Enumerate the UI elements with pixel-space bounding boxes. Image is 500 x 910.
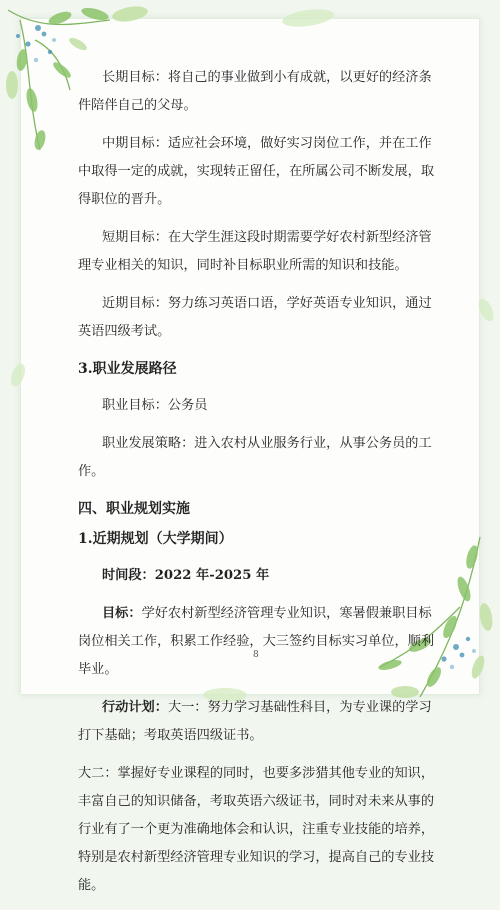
leaf-decoration-right-edge bbox=[474, 295, 498, 325]
action-plan bbox=[78, 694, 438, 750]
page-number: 8 bbox=[253, 650, 259, 660]
action-label: 行动计划： bbox=[102, 700, 168, 715]
plan-goal bbox=[78, 600, 438, 684]
short-term-goal: 短期目标：在大学生涯这段时期需要学好农村新型经济管理专业相关的知识，同时补目标职业所需的知识和技能。 bbox=[78, 230, 432, 273]
recent-goal: 近期目标：努力练习英语口语，学好英语专业知识，通过英语四级考试。 bbox=[78, 296, 432, 339]
near-term-plan-heading: 1.近期规划（大学期间） bbox=[78, 531, 233, 547]
implementation-heading: 四、职业规划实施 bbox=[78, 501, 190, 517]
career-goal: 职业目标：公务员 bbox=[102, 398, 208, 413]
mid-term-goal: 中期目标：适应社会环境，做好实习岗位工作，并在工作中取得一定的成就，实现转正留任，在所属公司不断发展，取得职位的晋升。 bbox=[78, 136, 435, 207]
long-term-goal: 长期目标：将自己的事业做到小有成就，以更好的经济条件陪伴自己的父母。 bbox=[78, 70, 432, 113]
goal-label: 目标： bbox=[102, 606, 142, 621]
second-year-plan: 大二：掌握好专业课程的同时，也要多涉猎其他专业的知识，丰富自己的知识储备，考取英语六级证书，同时对未来从事的行业有了一个更为准确地体会和认识，注重专业技能的培养，特别是农村新型经济管理专业知识的学习，提高自己的专业技能。 bbox=[78, 766, 435, 893]
career-strategy: 职业发展策略：进入农村从业服务行业，从事公务员的工作。 bbox=[78, 436, 432, 479]
document-body bbox=[78, 64, 438, 910]
leaf-decoration-left-edge bbox=[6, 360, 30, 390]
time-period: 时间段：2022 年-2025 年 bbox=[102, 568, 270, 583]
leaf-decoration-top-right bbox=[278, 4, 338, 34]
goal-text: 学好农村新型经济管理专业知识，寒暑假兼职目标岗位相关工作，积累工作经验，大三签约目标实习单位，顺利毕业。 bbox=[78, 606, 435, 677]
action-text: 大一：努力学习基础性科目，为专业课的学习打下基础；考取英语四级证书。 bbox=[78, 700, 432, 743]
career-path-heading: 3.职业发展路径 bbox=[78, 361, 177, 377]
